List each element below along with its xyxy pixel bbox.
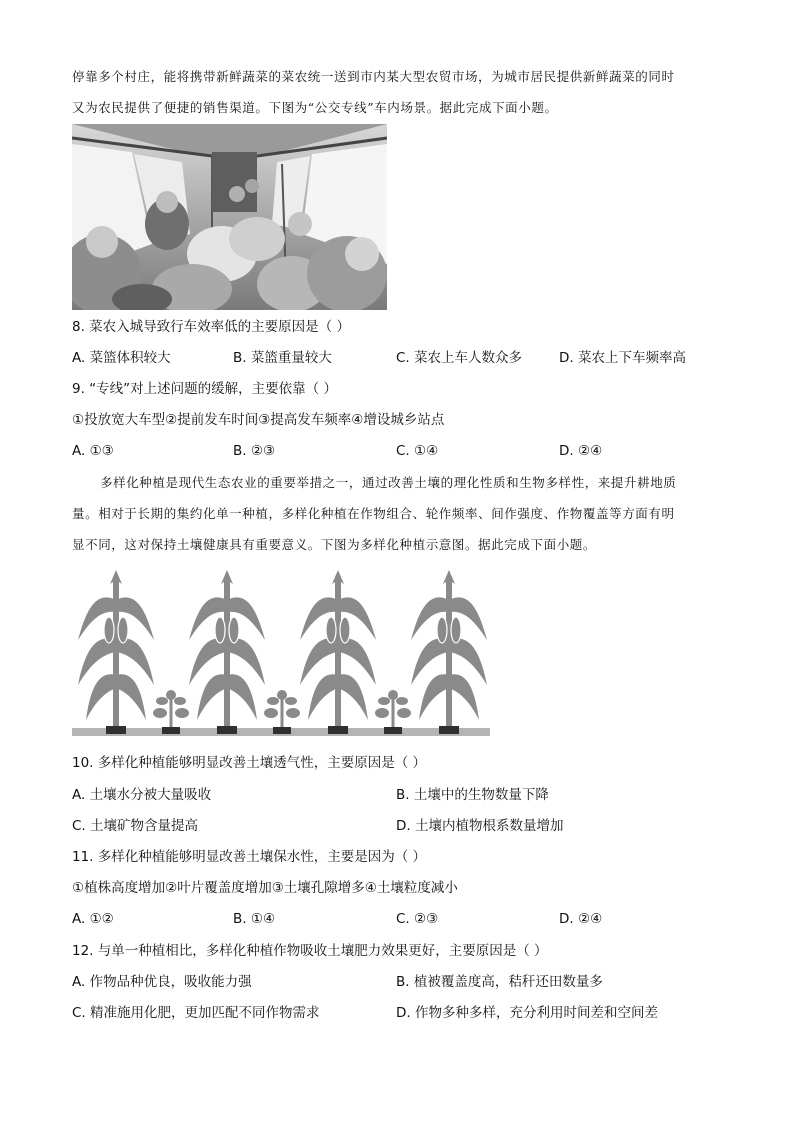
q10-option-d[interactable]: D. 土壤内植物根系数量增加 [396,818,564,834]
q8-option-d[interactable]: D. 菜农上下车频率高 [559,350,686,366]
corn-plant [78,570,154,734]
question-10-stem: 10. 多样化种植能够明显改善土壤透气性，主要原因是（ ） [72,755,427,771]
q11-option-c[interactable]: C. ②③ [396,911,439,927]
q12-option-b[interactable]: B. 植被覆盖度高，秸秆还田数量多 [396,974,603,990]
bus-interior-photo [72,124,387,310]
question-9-items: ①投放宽大车型②提前发车时间③提高发车频率④增设城乡站点 [72,412,445,428]
diversified-planting-diagram [72,568,492,740]
q12-option-c[interactable]: C. 精准施用化肥，更加匹配不同作物需求 [72,1005,320,1021]
q11-option-d[interactable]: D. ②④ [559,911,603,927]
question-11-items: ①植株高度增加②叶片覆盖度增加③土壤孔隙增多④土壤粒度减小 [72,880,458,896]
q12-option-a[interactable]: A. 作物品种优良，吸收能力强 [72,974,252,990]
bean-plant [153,690,189,734]
q10-option-a[interactable]: A. 土壤水分被大量吸收 [72,787,212,803]
q8-option-b[interactable]: B. 菜篮重量较大 [233,350,332,366]
q9-option-d[interactable]: D. ②④ [559,443,603,459]
q9-option-b[interactable]: B. ②③ [233,443,276,459]
corn-plant [411,570,487,734]
q12-option-d[interactable]: D. 作物多种多样，充分利用时间差和空间差 [396,1005,658,1021]
q9-option-a[interactable]: A. ①③ [72,443,114,459]
passage2-line2: 量。相对于长期的集约化单一种植，多样化种植在作物组合、轮作频率、间作强度、作物覆盖等方面有明 [72,506,675,521]
q10-option-c[interactable]: C. 土壤矿物含量提高 [72,818,199,834]
q10-option-b[interactable]: B. 土壤中的生物数量下降 [396,787,549,803]
q11-option-a[interactable]: A. ①② [72,911,114,927]
question-9-stem: 9. “专线”对上述问题的缓解，主要依靠（ ） [72,381,337,397]
q8-option-c[interactable]: C. 菜农上车人数众多 [396,350,523,366]
question-8-stem: 8. 菜农入城导致行车效率低的主要原因是（ ） [72,319,350,335]
corn-plant [189,570,265,734]
q9-option-c[interactable]: C. ①④ [396,443,439,459]
q8-option-a[interactable]: A. 菜篮体积较大 [72,350,171,366]
passage1-line2: 又为农民提供了便捷的销售渠道。下图为“公交专线”车内场景。据此完成下面小题。 [72,100,558,115]
question-12-stem: 12. 与单一种植相比，多样化种植作物吸收土壤肥力效果更好，主要原因是（ ） [72,943,548,959]
bean-plant [264,690,300,734]
corn-plant [300,570,376,734]
passage1-line1: 停靠多个村庄，能将携带新鲜蔬菜的菜农统一送到市内某大型农贸市场，为城市居民提供新鲜蔬菜的同时 [72,69,675,84]
q11-option-b[interactable]: B. ①④ [233,911,276,927]
passage2-line3: 显不同，这对保持土壤健康具有重要意义。下图为多样化种植示意图。据此完成下面小题。 [72,537,597,552]
passage2-line1: 多样化种植是现代生态农业的重要举措之一，通过改善土壤的理化性质和生物多样性，来提升耕地质 [100,475,677,490]
question-11-stem: 11. 多样化种植能够明显改善土壤保水性，主要是因为（ ） [72,849,427,865]
bean-plant [375,690,411,734]
